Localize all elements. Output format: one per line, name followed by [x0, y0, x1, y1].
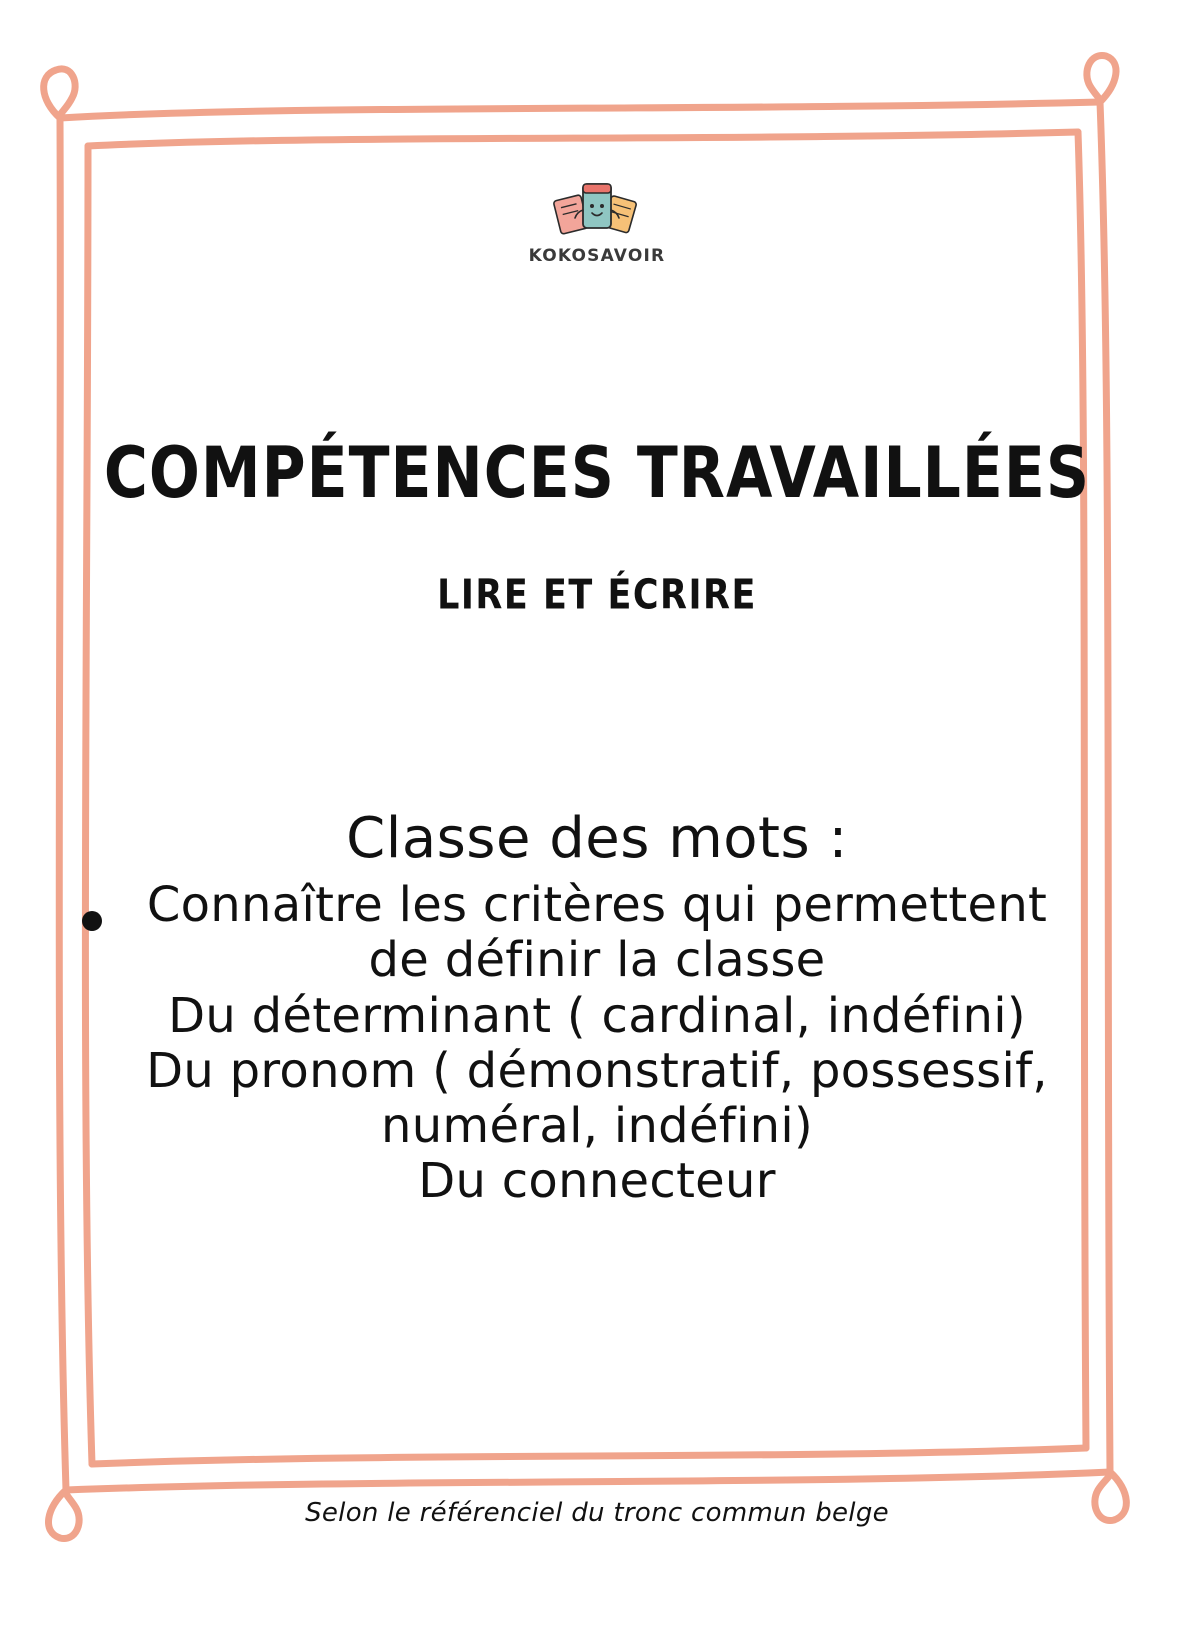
page-title: COMPÉTENCES TRAVAILLÉES — [103, 432, 1091, 515]
school-supplies-icon — [549, 170, 645, 244]
brand-name: KOKOSAVOIR — [528, 246, 666, 266]
competency-line: numéral, indéfini) — [380, 1097, 813, 1154]
competency-line: Du connecteur — [418, 1153, 776, 1210]
competency-line: Du déterminant ( cardinal, indéfini) — [168, 987, 1026, 1044]
competency-block — [60, 808, 1134, 1209]
bullet-row — [60, 877, 1134, 934]
competency-heading: Classe des mots : — [346, 806, 848, 871]
source-note: Selon le référenciel du tronc commun belge — [305, 1498, 889, 1528]
brand-logo — [0, 170, 1194, 266]
competency-line: Du pronom ( démonstratif, possessif, — [146, 1042, 1048, 1099]
page-subtitle: LIRE ET ÉCRIRE — [437, 572, 757, 620]
competency-line: Connaître les critères qui permettent — [146, 876, 1048, 933]
bullet-point-icon — [82, 911, 102, 931]
competency-line: de définir la classe — [368, 932, 826, 989]
